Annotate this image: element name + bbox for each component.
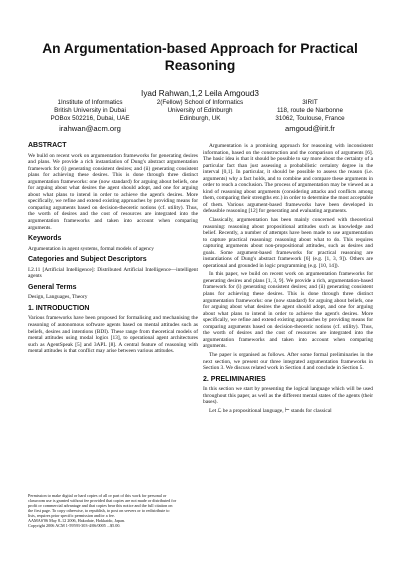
categories-text: I.2.11 [Artificial Intelligence]: Distributed Artificial Intelligence—intelligent agents: [28, 266, 198, 280]
venue-text: AAMAS'06 May 8–12 2006, Hakodate, Hokkaido, Japan.: [28, 518, 126, 523]
intro-text: Various frameworks have been proposed for formalising and mechanising the reasoning of autonomous software agents based on mental attitudes such as beliefs, desires and intentions (BDI). These range from theoretical models of mental attitudes using modal logics [13], to operational agent architectures such as AgentSpeak [5] and 3APL [8]. A central feature of reasoning with mental attitudes is that conflict may arise between various attitudes.: [28, 315, 198, 355]
left-column: [28, 143, 198, 357]
affil-line: Edinburgh, UK: [179, 115, 221, 122]
paragraph: The paper is organised as follows. After some formal preliminaries in the next section, we present our three integrated argumentation frameworks in Section 3. We discuss related work in Section 4 and conclude in Section 5.: [203, 351, 373, 372]
copyright-text: Copyright 2006 ACM 1-59593-303-4/06/0005 ...$5.00.: [28, 523, 121, 528]
abstract-heading: ABSTRACT: [28, 142, 67, 149]
paper-title: An Argumentation-based Approach for Practical Reasoning: [42, 41, 358, 73]
affil-line: University of Edinburgh: [167, 107, 233, 114]
paragraph: In this paper, we build on recent work on argumentation frameworks for generating desires and plans [1, 3, 9]. We provide a rich, argumentation-based framework for (i) generating consistent desires; and (ii) generating consistent plans for achieving these desires. This is done through three distinct argumentation frameworks: one (now standard) for arguing about beliefs, one for arguing about what desires the agent should adopt, and one for arguing about what plans to intend in order to achieve the agent's desires. More specifically, we refine and extend existing approaches by providing means for comparing arguments based on decision-theoretic notions (cf. utility). Thus, the worth of desires and the cost of resources are integrated into the argumentation frameworks and taken into account when comparing arguments.: [203, 271, 373, 350]
affiliation-3: [245, 99, 375, 133]
affil-line: POBox 502216, Dubai, UAE: [50, 115, 130, 122]
email-link[interactable]: irahwan@acm.org: [59, 124, 121, 133]
authors: Iyad Rahwan,1,2 Leila Amgoud3: [141, 89, 259, 98]
email-link[interactable]: amgoud@irit.fr: [285, 124, 335, 133]
categories-heading: Categories and Subject Descriptors: [28, 256, 147, 264]
permission-text: Permission to make digital or hard copies of all or part of this work for personal or classroom use is granted without fee provided that copies are not made or distributed for profit or commercial advantage and that copies bear this notice and the full citation on the first page. To copy otherwise, to republish, to post on servers or to redistribute to lists, requires prior specific permission and/or a fee.: [28, 493, 177, 518]
affil-line: 1Institute of Informatics: [57, 99, 123, 106]
paragraph: In this section we start by presenting the logical language which will be used throughout this paper, as well as the different mental states of the agents (their bases).: [203, 386, 373, 406]
paragraph: Let ℒ be a propositional language, ⊢ stands for classical: [209, 407, 332, 414]
affil-line: British University in Dubai: [54, 107, 126, 114]
affil-line: 2(Fellow) School of Informatics: [156, 99, 244, 106]
affil-line: 118, route de Narbonne: [276, 107, 344, 114]
keywords-heading: Keywords: [28, 235, 62, 243]
affil-line: 31062, Toulouse, France: [275, 115, 345, 122]
affil-line: 3IRIT: [302, 99, 318, 106]
prelim-heading: 2. PRELIMINARIES: [203, 375, 266, 383]
paragraph: Classically, argumentation has been mainly concerned with theoretical reasoning: reasoning about propositional attitudes such as knowledge and belief. Recently, a number of attempts have been made to use argumentation to capture practical reasoning: reasoning about what to do. This requires capturing arguments about non-propositional attitudes, such as desires and goals. Some argument-based frameworks for practical reasoning are instantiations of Dung's abstract framework [6] (e.g. [1, 3, 9]). Others are operational and grounded in logic programming (e.g. [10, 14]).: [203, 217, 373, 269]
abstract-text: We build on recent work on argumentation frameworks for generating desires and plans. We provide a rich instantiation of Dung's abstract argumentation framework for (i) generating consistent desires; and (ii) generating consistent plans for achieving these desires. This is done through three distinct argumentation frameworks: one (now standard) for arguing about beliefs, one for arguing about what desires the agent should adopt, and one for arguing about what plans to intend in order to achieve the agent's desires. More specifically, we refine and extend existing approaches by providing means for comparing arguments based on decision-theoretic notions (cf. utility). Thus, the worth of desires and the cost of resources are integrated into the argumentation frameworks and taken into account when comparing arguments.: [28, 152, 198, 231]
right-column: [203, 143, 373, 416]
paragraph: Argumentation is a promising approach for reasoning with inconsistent information, based on the construction and the comparison of arguments [6]. The basic idea is that it should be possible to say more about the certainty of a particular fact than just assessing a probabilistic certainty degree in the interval [0,1]. In particular, it should be possible to assess the reason (i.e. arguments) why a fact holds, and to combine and compare these arguments in order to reach a conclusion. The process of argumentation may be viewed as a kind of reasoning about arguments (considering attacks and conflicts among them, comparing their strengths etc.) in order to determine the most acceptable of them. Various argument-based frameworks have been developed in defeasible reasoning [12] for generating and evaluating arguments.: [203, 143, 373, 215]
permission-notice: [28, 493, 178, 528]
terms-heading: General Terms: [28, 283, 77, 291]
terms-text: Design, Languages, Theory: [28, 294, 88, 301]
intro-heading: 1. INTRODUCTION: [28, 304, 90, 312]
keywords-text: Argumentation in agent systems, formal models of agency: [28, 245, 154, 252]
